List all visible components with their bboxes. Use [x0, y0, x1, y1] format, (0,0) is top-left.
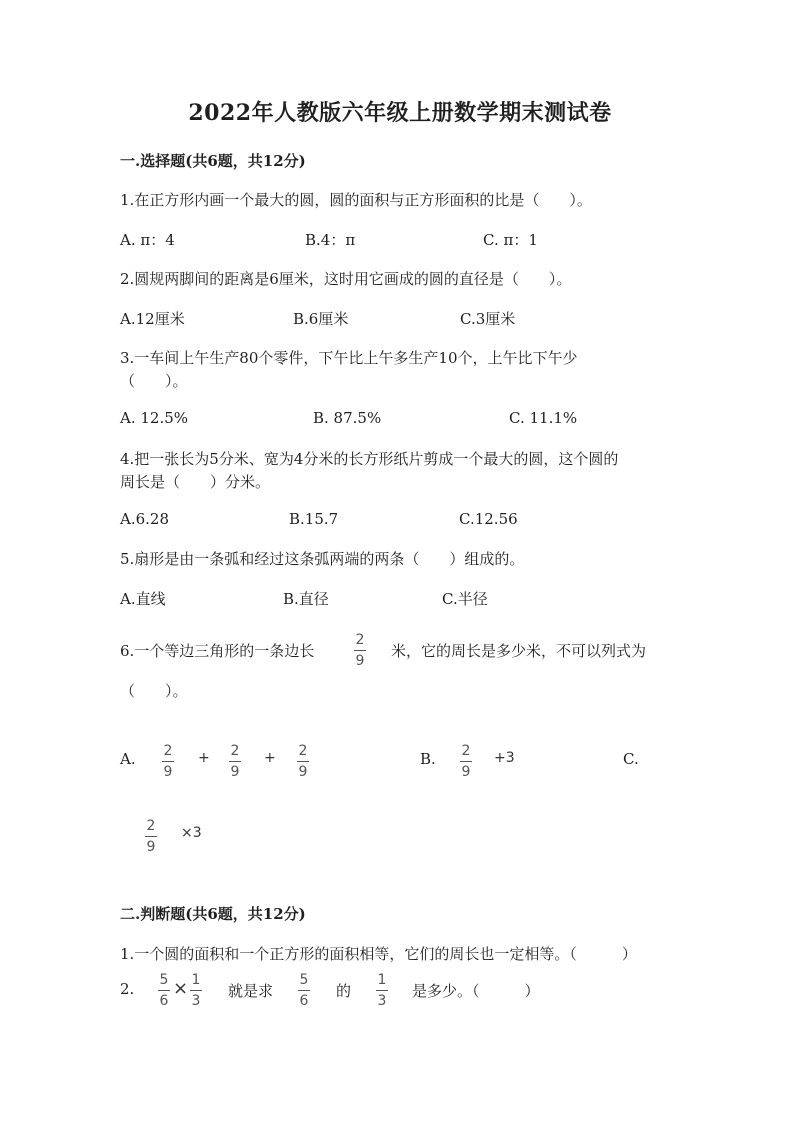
q2-option-a: A.12厘米 — [120, 310, 185, 328]
fraction-numerator: 2 — [230, 743, 240, 759]
q6-option-b-label: B. — [420, 750, 436, 768]
q4-option-a: A.6.28 — [120, 510, 169, 528]
q6-option-c-label: C. — [623, 750, 639, 768]
question-3-line-1: 3.一车间上午生产80个零件，下午比上午多生产10个，上午比下午少 — [120, 349, 578, 367]
fraction-denominator: 9 — [146, 839, 156, 855]
fraction-numerator: 2 — [298, 743, 308, 759]
q2-option-b: B.6厘米 — [293, 310, 349, 328]
question-3-line-2: （ ）。 — [120, 372, 188, 390]
q4-option-c: C.12.56 — [459, 510, 518, 528]
fraction-five-sixths — [298, 972, 310, 1009]
plus-sign: + — [198, 750, 210, 766]
fraction-denominator: 9 — [355, 653, 365, 669]
q5-option-a: A.直线 — [120, 590, 166, 608]
fraction-one-third — [376, 972, 388, 1009]
q4-option-b: B.15.7 — [289, 510, 339, 528]
fraction-denominator: 9 — [230, 764, 240, 780]
fraction-two-ninths — [162, 743, 174, 780]
judgment-question-2-mid-2: 的 — [336, 982, 352, 1000]
judgment-question-2-mid-1: 就是求 — [228, 982, 274, 1000]
times-sign: × — [173, 978, 189, 999]
judgment-question-2-tail: 是多少。（ ） — [412, 982, 540, 1000]
q3-option-a: A. 12.5% — [120, 409, 189, 427]
fraction-one-third — [190, 972, 202, 1009]
fraction-numerator: 1 — [377, 972, 387, 988]
fraction-numerator: 5 — [299, 972, 309, 988]
judgment-question-1: 1.一个圆的面积和一个正方形的面积相等，它们的周长也一定相等。（ ） — [120, 945, 637, 963]
page-title: 2022年人教版六年级上册数学期末测试卷 — [188, 100, 612, 126]
fraction-numerator: 2 — [461, 743, 471, 759]
q1-option-b: B.4：π — [305, 231, 356, 249]
fraction-five-sixths — [158, 972, 170, 1009]
q5-option-b: B.直径 — [283, 590, 329, 608]
q5-option-c: C.半径 — [442, 590, 488, 608]
q6-option-a-label: A. — [120, 750, 136, 768]
q1-option-c: C. π：1 — [483, 231, 538, 249]
plus-sign: + — [264, 750, 276, 766]
question-4-line-1: 4.把一张长为5分米、宽为4分米的长方形纸片剪成一个最大的圆，这个圆的 — [120, 450, 619, 468]
fraction-denominator: 9 — [298, 764, 308, 780]
q3-option-c: C. 11.1% — [509, 409, 578, 427]
q6-option-c-tail: ×3 — [181, 825, 202, 841]
fraction-denominator: 3 — [191, 993, 201, 1009]
q2-option-c: C.3厘米 — [460, 310, 516, 328]
question-6-pre: 6.一个等边三角形的一条边长 — [120, 642, 315, 660]
question-6-post: 米，它的周长是多少米，不可以列式为 — [391, 642, 647, 660]
fraction-denominator: 6 — [299, 993, 309, 1009]
question-4-line-2: 周长是（ ）分米。 — [120, 473, 271, 491]
question-2: 2.圆规两脚间的距离是6厘米，这时用它画成的圆的直径是（ ）。 — [120, 270, 572, 288]
fraction-denominator: 9 — [461, 764, 471, 780]
judgment-question-2-label: 2. — [120, 980, 135, 998]
fraction-two-ninths — [460, 743, 472, 780]
q3-option-b: B. 87.5% — [313, 409, 382, 427]
fraction-numerator: 5 — [159, 972, 169, 988]
section-heading-choice: 一.选择题(共6题，共12分) — [120, 152, 306, 170]
fraction-denominator: 9 — [163, 764, 173, 780]
fraction-denominator: 3 — [377, 993, 387, 1009]
question-1: 1.在正方形内画一个最大的圆，圆的面积与正方形面积的比是（ ）。 — [120, 191, 592, 209]
fraction-two-ninths — [354, 632, 366, 669]
fraction-two-ninths — [145, 818, 157, 855]
question-6-line-2: （ ）。 — [120, 682, 188, 700]
fraction-denominator: 6 — [159, 993, 169, 1009]
fraction-two-ninths — [229, 743, 241, 780]
q6-option-b-tail: +3 — [494, 750, 515, 766]
fraction-two-ninths — [297, 743, 309, 780]
fraction-numerator: 2 — [355, 632, 365, 648]
q1-option-a: A. π：4 — [120, 231, 175, 249]
fraction-numerator: 2 — [163, 743, 173, 759]
section-heading-judgment: 二.判断题(共6题，共12分) — [120, 905, 306, 923]
fraction-numerator: 2 — [146, 818, 156, 834]
question-5: 5.扇形是由一条弧和经过这条弧两端的两条（ ）组成的。 — [120, 550, 525, 568]
fraction-numerator: 1 — [191, 972, 201, 988]
